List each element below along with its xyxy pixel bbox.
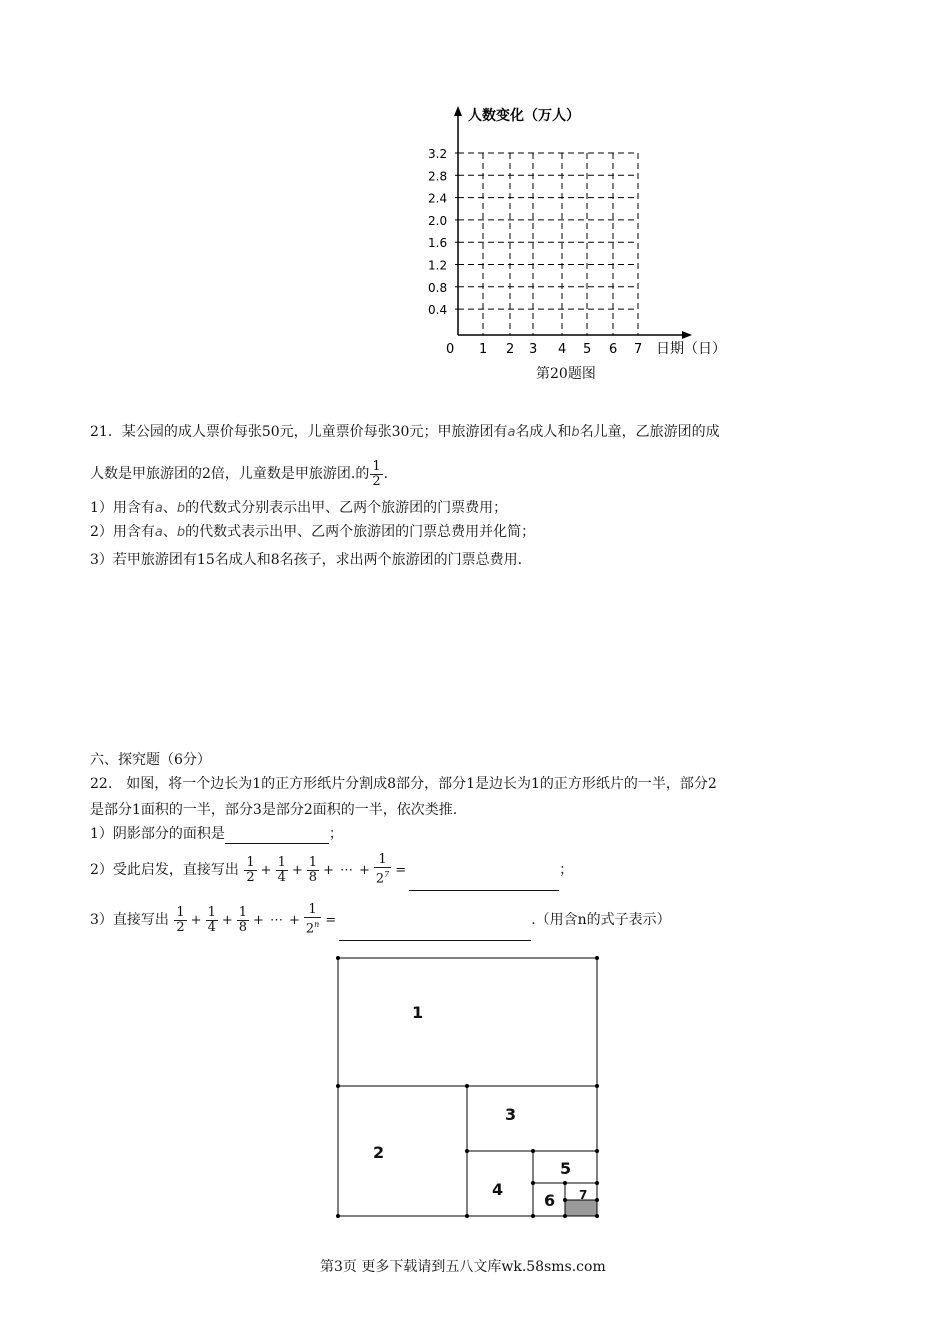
- part-label-6: 6: [544, 1191, 556, 1210]
- part-label-2: 2: [373, 1143, 385, 1162]
- part-label-1: 1: [412, 1003, 424, 1022]
- y-tick-label: 1.2: [428, 258, 448, 273]
- figure-20-caption: 第20题图: [536, 366, 596, 382]
- x-axis-title: 日期（日）: [656, 341, 726, 357]
- x-tick-label: 5: [583, 342, 592, 357]
- q22-line1: 22. 如图，将一个边长为1的正方形纸片分割成8部分，部分1是边长为1的正方形纸片的一半，部分2: [90, 776, 717, 792]
- origin-label: 0: [446, 342, 455, 357]
- q21-text: 名成人和: [515, 424, 572, 440]
- y-tick-label: 2.0: [428, 213, 448, 228]
- y-tick-label: 2.8: [428, 169, 448, 184]
- var-a: a: [154, 501, 163, 516]
- q21-line1: [90, 422, 720, 443]
- answer-blank-1[interactable]: [225, 829, 329, 844]
- q21-text: 人数是甲旅游团的2倍，儿童数是甲旅游团.的: [90, 466, 370, 482]
- chart-grid: [455, 153, 638, 335]
- var-b: b: [176, 525, 186, 540]
- y-tick-label: 1.6: [428, 236, 448, 251]
- answer-blank-2[interactable]: [409, 876, 559, 891]
- var-b: b: [176, 501, 186, 516]
- fraction: $\frac{1}{8}$: [238, 904, 248, 935]
- y-tick-label: 0.8: [428, 280, 448, 295]
- part-label-5: 5: [560, 1159, 572, 1178]
- q22-line2: 是部分1面积的一半，部分3是部分2面积的一半，依次类推.: [90, 802, 458, 818]
- page-footer: 第3页 更多下载请到五八文库wk.58sms.com: [320, 1259, 606, 1275]
- x-tick-label: 6: [609, 342, 618, 357]
- y-tick-label: 0.4: [428, 303, 448, 318]
- x-tick-label: 3: [529, 342, 538, 357]
- shaded-region: [565, 1200, 597, 1216]
- x-tick-label: 4: [558, 342, 567, 357]
- var-a: a: [154, 525, 163, 540]
- figure-20-chart: [400, 100, 740, 365]
- fraction: $\frac{1}{2^n}$: [305, 902, 320, 937]
- var-a: a: [507, 425, 516, 440]
- x-tick-label: 2: [506, 342, 515, 357]
- y-tick-label: 2.4: [428, 191, 448, 206]
- q21-sub2: 2）用含有a、b的代数式表示出甲、乙两个旅游团的门票总费用并化简；: [90, 524, 536, 540]
- part-label-7: 7: [579, 1188, 588, 1202]
- q21-sub1: 1）用含有a、b的代数式分别表示出甲、乙两个旅游团的门票费用；: [90, 500, 508, 516]
- section-6-heading: 六、探究题（6分）: [90, 752, 211, 768]
- q21-text: 名儿童，乙旅游团的成: [579, 424, 720, 440]
- fraction: $\frac{1}{2^7}$: [375, 852, 390, 887]
- q22-sub1: 1）阴影部分的面积是 ；: [90, 826, 343, 842]
- x-axis-arrow: [682, 331, 692, 339]
- fraction-one-half: $\frac{1}{2}$: [372, 458, 381, 489]
- x-tick-label: 7: [634, 342, 643, 357]
- y-axis-arrow: [454, 106, 462, 116]
- answer-blank-3[interactable]: [339, 926, 531, 941]
- fraction: $\frac{1}{2}$: [176, 904, 185, 935]
- y-tick-label: 3.2: [428, 147, 448, 161]
- y-axis-title: 人数变化（万人）: [468, 108, 580, 124]
- q21-text: 21．某公园的成人票价每张50元，儿童票价每张30元；甲旅游团有: [90, 424, 508, 440]
- var-b: b: [571, 425, 580, 440]
- fraction: $\frac{1}{4}$: [207, 904, 216, 935]
- fraction: $\frac{1}{2}$: [246, 854, 255, 885]
- q21-sub3: 3）若甲旅游团有15名成人和8名孩子，求出两个旅游团的门票总费用.: [90, 552, 523, 568]
- x-tick-label: 1: [479, 342, 488, 357]
- q22-sub3: 3）直接写出 $\frac{1}{2}$ + $\frac{1}{4}$ + $\frac{1}{8}$ + ⋯ + $\frac{1}{2^n}$ = .（用含n的式子表示）: [90, 900, 671, 941]
- fraction: $\frac{1}{4}$: [277, 854, 286, 885]
- q21-line2: [90, 456, 388, 492]
- q22-sub2: 2）受此启发，直接写出 $\frac{1}{2}$ + $\frac{1}{4}$ + $\frac{1}{8}$ + ⋯ + $\frac{1}{2^7}$ = ；: [90, 850, 573, 891]
- part-label-4: 4: [492, 1180, 504, 1199]
- fraction: $\frac{1}{8}$: [308, 854, 318, 885]
- square-partition-figure: [330, 950, 610, 1225]
- q21-text: .: [383, 466, 389, 482]
- part-label-3: 3: [505, 1105, 517, 1124]
